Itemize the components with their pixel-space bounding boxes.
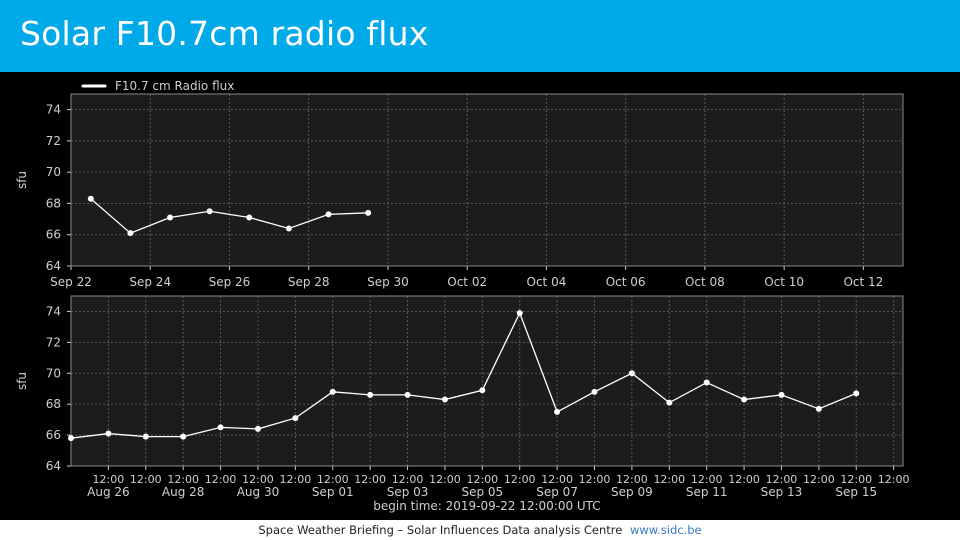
x-tick-time-label: 12:00 (877, 473, 910, 486)
x-tick-label: Oct 06 (605, 275, 646, 289)
footer-link[interactable]: www.sidc.be (629, 523, 702, 537)
y-tick-label: 72 (45, 133, 61, 148)
x-tick-label: Oct 10 (764, 275, 805, 289)
y-tick-label: 68 (45, 196, 61, 211)
y-tick-label: 68 (45, 397, 61, 412)
x-tick-time-label: 12:00 (391, 473, 424, 486)
x-tick-time-label: 12:00 (429, 473, 461, 486)
data-point (330, 389, 336, 395)
x-tick-time-label: 12:00 (316, 473, 349, 486)
data-point (816, 406, 822, 412)
chart-area (0, 72, 960, 520)
x-tick-label: Oct 02 (447, 275, 488, 289)
y-tick-label: 72 (45, 335, 61, 350)
y-tick-label: 70 (45, 165, 61, 180)
data-point (554, 409, 560, 415)
data-point (68, 435, 74, 441)
data-point (127, 230, 133, 236)
footer-text: Space Weather Briefing – Solar Influences Data analysis Centre (258, 523, 623, 537)
x-tick-time-label: 12:00 (466, 473, 499, 486)
x-tick-time-label: 12:00 (167, 473, 200, 486)
data-point (778, 392, 784, 398)
x-tick-date-label: Sep 05 (461, 485, 504, 499)
x-tick-time-label: 12:00 (92, 473, 125, 486)
x-tick-date-label: Sep 09 (611, 485, 653, 499)
x-tick-time-label: 12:00 (204, 473, 237, 486)
data-point (143, 434, 149, 440)
plot-area-1 (71, 94, 903, 266)
x-tick-time-label: 12:00 (765, 473, 798, 486)
data-point (367, 392, 373, 398)
data-point (704, 380, 710, 386)
y-tick-label: 74 (45, 304, 61, 319)
x-tick-time-label: 12:00 (653, 473, 686, 486)
x-tick-date-label: Sep 13 (760, 485, 803, 499)
x-tick-label: Sep 22 (50, 275, 92, 289)
x-tick-date-label: Sep 03 (386, 485, 429, 499)
data-point (180, 434, 186, 440)
x-tick-label: Sep 26 (208, 275, 251, 289)
x-tick-date-label: Sep 15 (835, 485, 878, 499)
x-tick-label: Sep 28 (287, 275, 330, 289)
x-tick-time-label: 12:00 (803, 473, 835, 486)
y-tick-label: 66 (45, 428, 61, 443)
data-point (479, 387, 485, 393)
data-point (629, 370, 635, 376)
x-tick-label: Oct 12 (843, 275, 884, 289)
data-point (405, 392, 411, 398)
legend-label: F10.7 cm Radio flux (115, 79, 235, 93)
data-point (88, 196, 94, 202)
x-tick-time-label: 12:00 (242, 473, 274, 486)
data-point (592, 389, 598, 395)
x-tick-date-label: Aug 28 (161, 485, 205, 499)
x-tick-date-label: Sep 01 (311, 485, 354, 499)
x-tick-label: Oct 08 (684, 275, 725, 289)
data-point (207, 208, 213, 214)
x-tick-date-label: Sep 11 (685, 485, 728, 499)
y-tick-label: 64 (45, 459, 61, 473)
x-tick-time-label: 12:00 (354, 473, 386, 486)
x-tick-date-label: Aug 26 (87, 485, 130, 499)
y-tick-label: 74 (45, 102, 61, 117)
x-tick-date-label: Aug 30 (236, 485, 280, 499)
x-tick-time-label: 12:00 (129, 473, 162, 486)
x-tick-time-label: 12:00 (728, 473, 760, 486)
data-point (246, 215, 252, 221)
data-point (365, 210, 371, 216)
x-tick-date-label: Sep 07 (536, 485, 578, 499)
data-point (666, 400, 672, 406)
page-title: Solar F10.7cm radio flux (20, 14, 429, 53)
data-point (292, 415, 298, 421)
data-point (517, 310, 523, 316)
data-point (853, 390, 859, 396)
x-tick-time-label: 12:00 (616, 473, 648, 486)
data-point (255, 426, 261, 432)
x-tick-time-label: 12:00 (578, 473, 611, 486)
x-tick-time-label: 12:00 (279, 473, 312, 486)
data-point (741, 397, 747, 403)
y-tick-label: 70 (45, 366, 61, 381)
x-tick-label: Sep 30 (367, 275, 409, 289)
data-point (326, 211, 332, 217)
y-axis-label: sfu (15, 170, 29, 190)
x-tick-time-label: 12:00 (541, 473, 573, 486)
y-tick-label: 66 (45, 227, 61, 242)
data-point (105, 431, 111, 437)
data-point (218, 424, 224, 430)
x-axis-label: begin time: 2019-09-22 12:00:00 UTC (373, 499, 601, 513)
data-point (286, 225, 292, 231)
x-tick-time-label: 12:00 (503, 473, 536, 486)
x-tick-label: Oct 04 (526, 275, 567, 289)
x-tick-time-label: 12:00 (690, 473, 723, 486)
title-banner (0, 0, 960, 72)
y-axis-label: sfu (15, 371, 29, 391)
data-point (167, 215, 173, 221)
x-tick-label: Sep 24 (129, 275, 172, 289)
y-tick-label: 64 (45, 259, 61, 273)
footer (0, 520, 960, 540)
x-tick-time-label: 12:00 (840, 473, 873, 486)
data-point (442, 397, 448, 403)
flux-charts (0, 72, 960, 520)
